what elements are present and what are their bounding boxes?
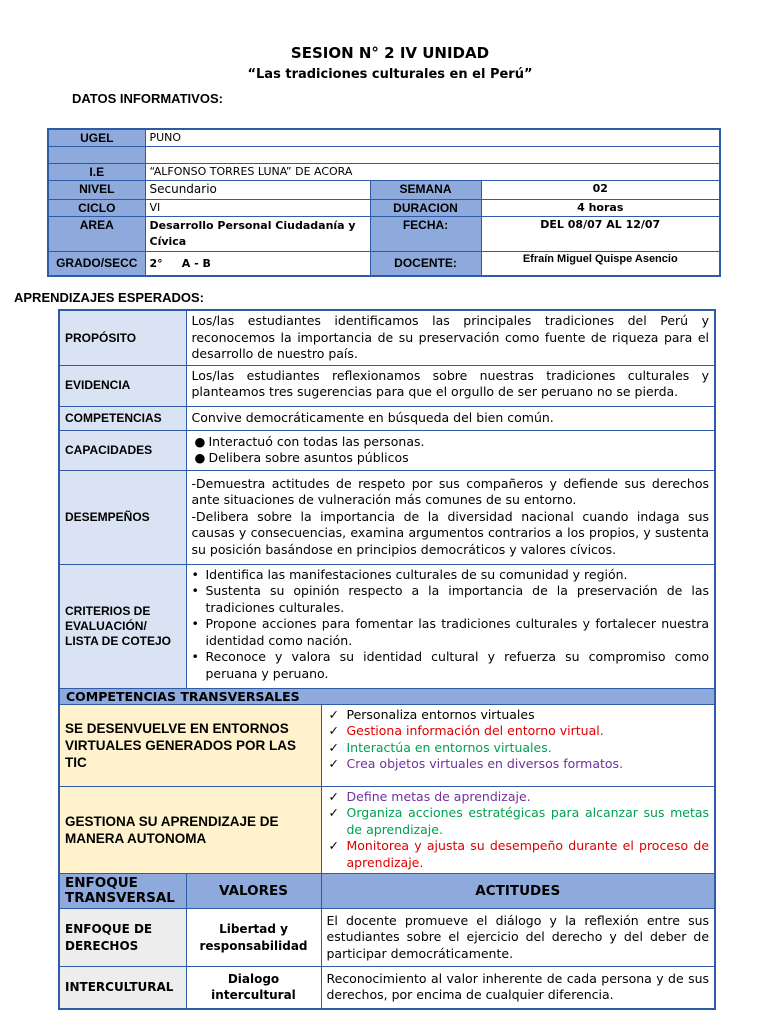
bullet-icon: ● xyxy=(194,433,206,449)
bullet-icon: • xyxy=(191,566,199,582)
evidencia-label: EVIDENCIA xyxy=(59,365,186,406)
area-value: Desarrollo Personal Ciudadanía y Cívica xyxy=(145,217,370,252)
checkmark-icon: ✓ xyxy=(328,756,339,771)
bullet-icon: ● xyxy=(194,450,206,465)
list-item: ✓ Crea objetos virtuales en diversos formatos. xyxy=(328,756,624,771)
criterios-list xyxy=(192,567,710,683)
enfoque-transversal-header: ENFOQUE TRANSVERSAL xyxy=(59,874,186,909)
evidencia-text: Los/las estudiantes reflexionamos sobre nuestras tradiciones culturales y planteamos tres sugerencias para que el orgullo de ser peruano no se pierda. xyxy=(186,365,715,406)
empty-value-cell xyxy=(145,147,720,164)
list-item: ● Interactuó con todas las personas. xyxy=(194,433,425,449)
tic-competencia: SE DESENVUELVE EN ENTORNOS VIRTUALES GENERADOS POR LAS TIC xyxy=(59,704,321,786)
list-item: ✓ Interactúa en entornos virtuales. xyxy=(328,739,552,755)
list-item: • Sustenta su opinión respecto a la importancia de la preservación de las tradiciones culturales. xyxy=(191,583,710,615)
enfoque-intercultural: INTERCULTURAL xyxy=(59,967,186,1009)
desempenos-label: DESEMPEÑOS xyxy=(59,470,186,564)
list-item: • Identifica las manifestaciones culturales de su comunidad y región. xyxy=(191,566,628,582)
page-subtitle: “Las tradiciones culturales en el Perú” xyxy=(247,67,533,82)
ie-label: I.E xyxy=(48,164,145,181)
fecha-label: FECHA: xyxy=(370,217,481,252)
ugel-value: PUNO xyxy=(145,129,720,147)
list-item: ● Delibera sobre asuntos públicos xyxy=(194,450,409,465)
enfoque-derechos: ENFOQUE DE DERECHOS xyxy=(59,909,186,967)
valores-header: VALORES xyxy=(186,874,321,909)
ugel-label: UGEL xyxy=(48,129,145,147)
gestiona-list xyxy=(327,789,710,872)
bullet-icon: • xyxy=(191,583,199,598)
proposito-text: Los/las estudiantes identificamos las principales tradiciones del Perú y reconocemos la importancia de su preservación como fuente de riqueza para el desarrollo de nuestro país. xyxy=(186,310,715,365)
ie-value: “ALFONSO TORRES LUNA” DE ACORA xyxy=(145,164,720,181)
nivel-label: NIVEL xyxy=(48,181,145,200)
nivel-value: Secundario xyxy=(145,181,370,200)
checkmark-icon: ✓ xyxy=(328,805,339,820)
desempenos-cell xyxy=(186,470,715,564)
list-item: • Reconoce y valora su identidad cultural y refuerza su compromiso como peruana y peruano. xyxy=(191,649,710,681)
checkmark-icon: ✓ xyxy=(328,838,339,853)
tic-items-cell xyxy=(321,704,715,786)
criterios-label: CRITERIOS DE EVALUACIÓN/ LISTA DE COTEJO xyxy=(59,564,186,688)
semana-label: SEMANA xyxy=(370,181,481,200)
ciclo-label: CICLO xyxy=(48,200,145,217)
list-item: ✓ Define metas de aprendizaje. xyxy=(328,788,531,804)
grado-label: GRADO/SECC xyxy=(48,252,145,276)
capacidades-cell xyxy=(186,430,715,470)
criterios-cell xyxy=(186,564,715,688)
list-item: ✓ Gestiona información del entorno virtual. xyxy=(328,723,604,738)
empty-label-cell xyxy=(48,147,145,164)
ciclo-value: VI xyxy=(145,200,370,217)
checkmark-icon: ✓ xyxy=(328,788,339,804)
valor-dialogo: Dialogo intercultural xyxy=(186,967,321,1009)
docente-label: DOCENTE: xyxy=(370,252,481,276)
aprendizajes-table xyxy=(58,309,716,1010)
duracion-label: DURACION xyxy=(370,200,481,217)
valor-libertad: Libertad y responsabilidad xyxy=(186,909,321,967)
list-item: ✓ Personaliza entornos virtuales xyxy=(328,706,535,722)
actitud-intercultural: Reconocimiento al valor inherente de cada persona y de sus derechos, por encima de cualquier diferencia. xyxy=(321,967,715,1009)
fecha-value: DEL 08/07 AL 12/07 xyxy=(481,217,720,252)
list-item: ✓ Monitorea y ajusta su desempeño durante el proceso de aprendizaje. xyxy=(328,838,710,870)
proposito-label: PROPÓSITO xyxy=(59,310,186,365)
aprendizajes-heading: APRENDIZAJES ESPERADOS: xyxy=(14,290,204,305)
gestiona-items-cell xyxy=(321,786,715,874)
list-item: ✓ Organiza acciones estratégicas para alcanzar sus metas de aprendizaje. xyxy=(328,805,710,837)
actitud-derechos: El docente promueve el diálogo y la reflexión entre sus estudiantes sobre el ejercicio del derecho y del deber de participar democráticamente. xyxy=(321,909,715,967)
competencias-text: Convive democráticamente en búsqueda del bien común. xyxy=(186,406,715,430)
capacidades-list xyxy=(195,434,710,467)
competencias-transversales-header: COMPETENCIAS TRANSVERSALES xyxy=(59,688,715,704)
desempeno-2: -Delibera sobre la importancia de la diversidad nacional cuando indaga sus causas y consecuencias, examina argumentos contrarios a los propios, y sustenta su posición basándose en principios democráticos y valores cívicos. xyxy=(191,508,710,557)
duracion-value: 4 horas xyxy=(481,200,720,217)
area-label: AREA xyxy=(48,217,145,252)
semana-value: 02 xyxy=(481,181,720,200)
datos-informativos-heading: DATOS INFORMATIVOS: xyxy=(72,91,223,106)
grado-value: 2° A - B xyxy=(145,252,370,276)
info-table xyxy=(47,128,721,277)
bullet-icon: • xyxy=(191,616,199,631)
checkmark-icon: ✓ xyxy=(328,706,339,722)
desempeno-1: -Demuestra actitudes de respeto por sus compañeros y defiende sus derechos ante situaciones de vulneración más comunes de su entorno. xyxy=(191,475,710,508)
bullet-icon: • xyxy=(191,649,199,664)
gestiona-competencia: GESTIONA SU APRENDIZAJE DE MANERA AUTONOMA xyxy=(59,786,321,874)
actitudes-header: ACTITUDES xyxy=(321,874,715,909)
checkmark-icon: ✓ xyxy=(328,723,339,738)
list-item: • Propone acciones para fomentar las tradiciones culturales y fortalecer nuestra identidad como nación. xyxy=(191,616,710,648)
checkmark-icon: ✓ xyxy=(328,739,339,755)
competencias-label: COMPETENCIAS xyxy=(59,406,186,430)
page-title: SESION N° 2 IV UNIDAD xyxy=(290,44,490,62)
capacidades-label: CAPACIDADES xyxy=(59,430,186,470)
docente-value: Efraín Miguel Quispe Asencio xyxy=(481,252,720,276)
tic-list xyxy=(327,707,710,773)
